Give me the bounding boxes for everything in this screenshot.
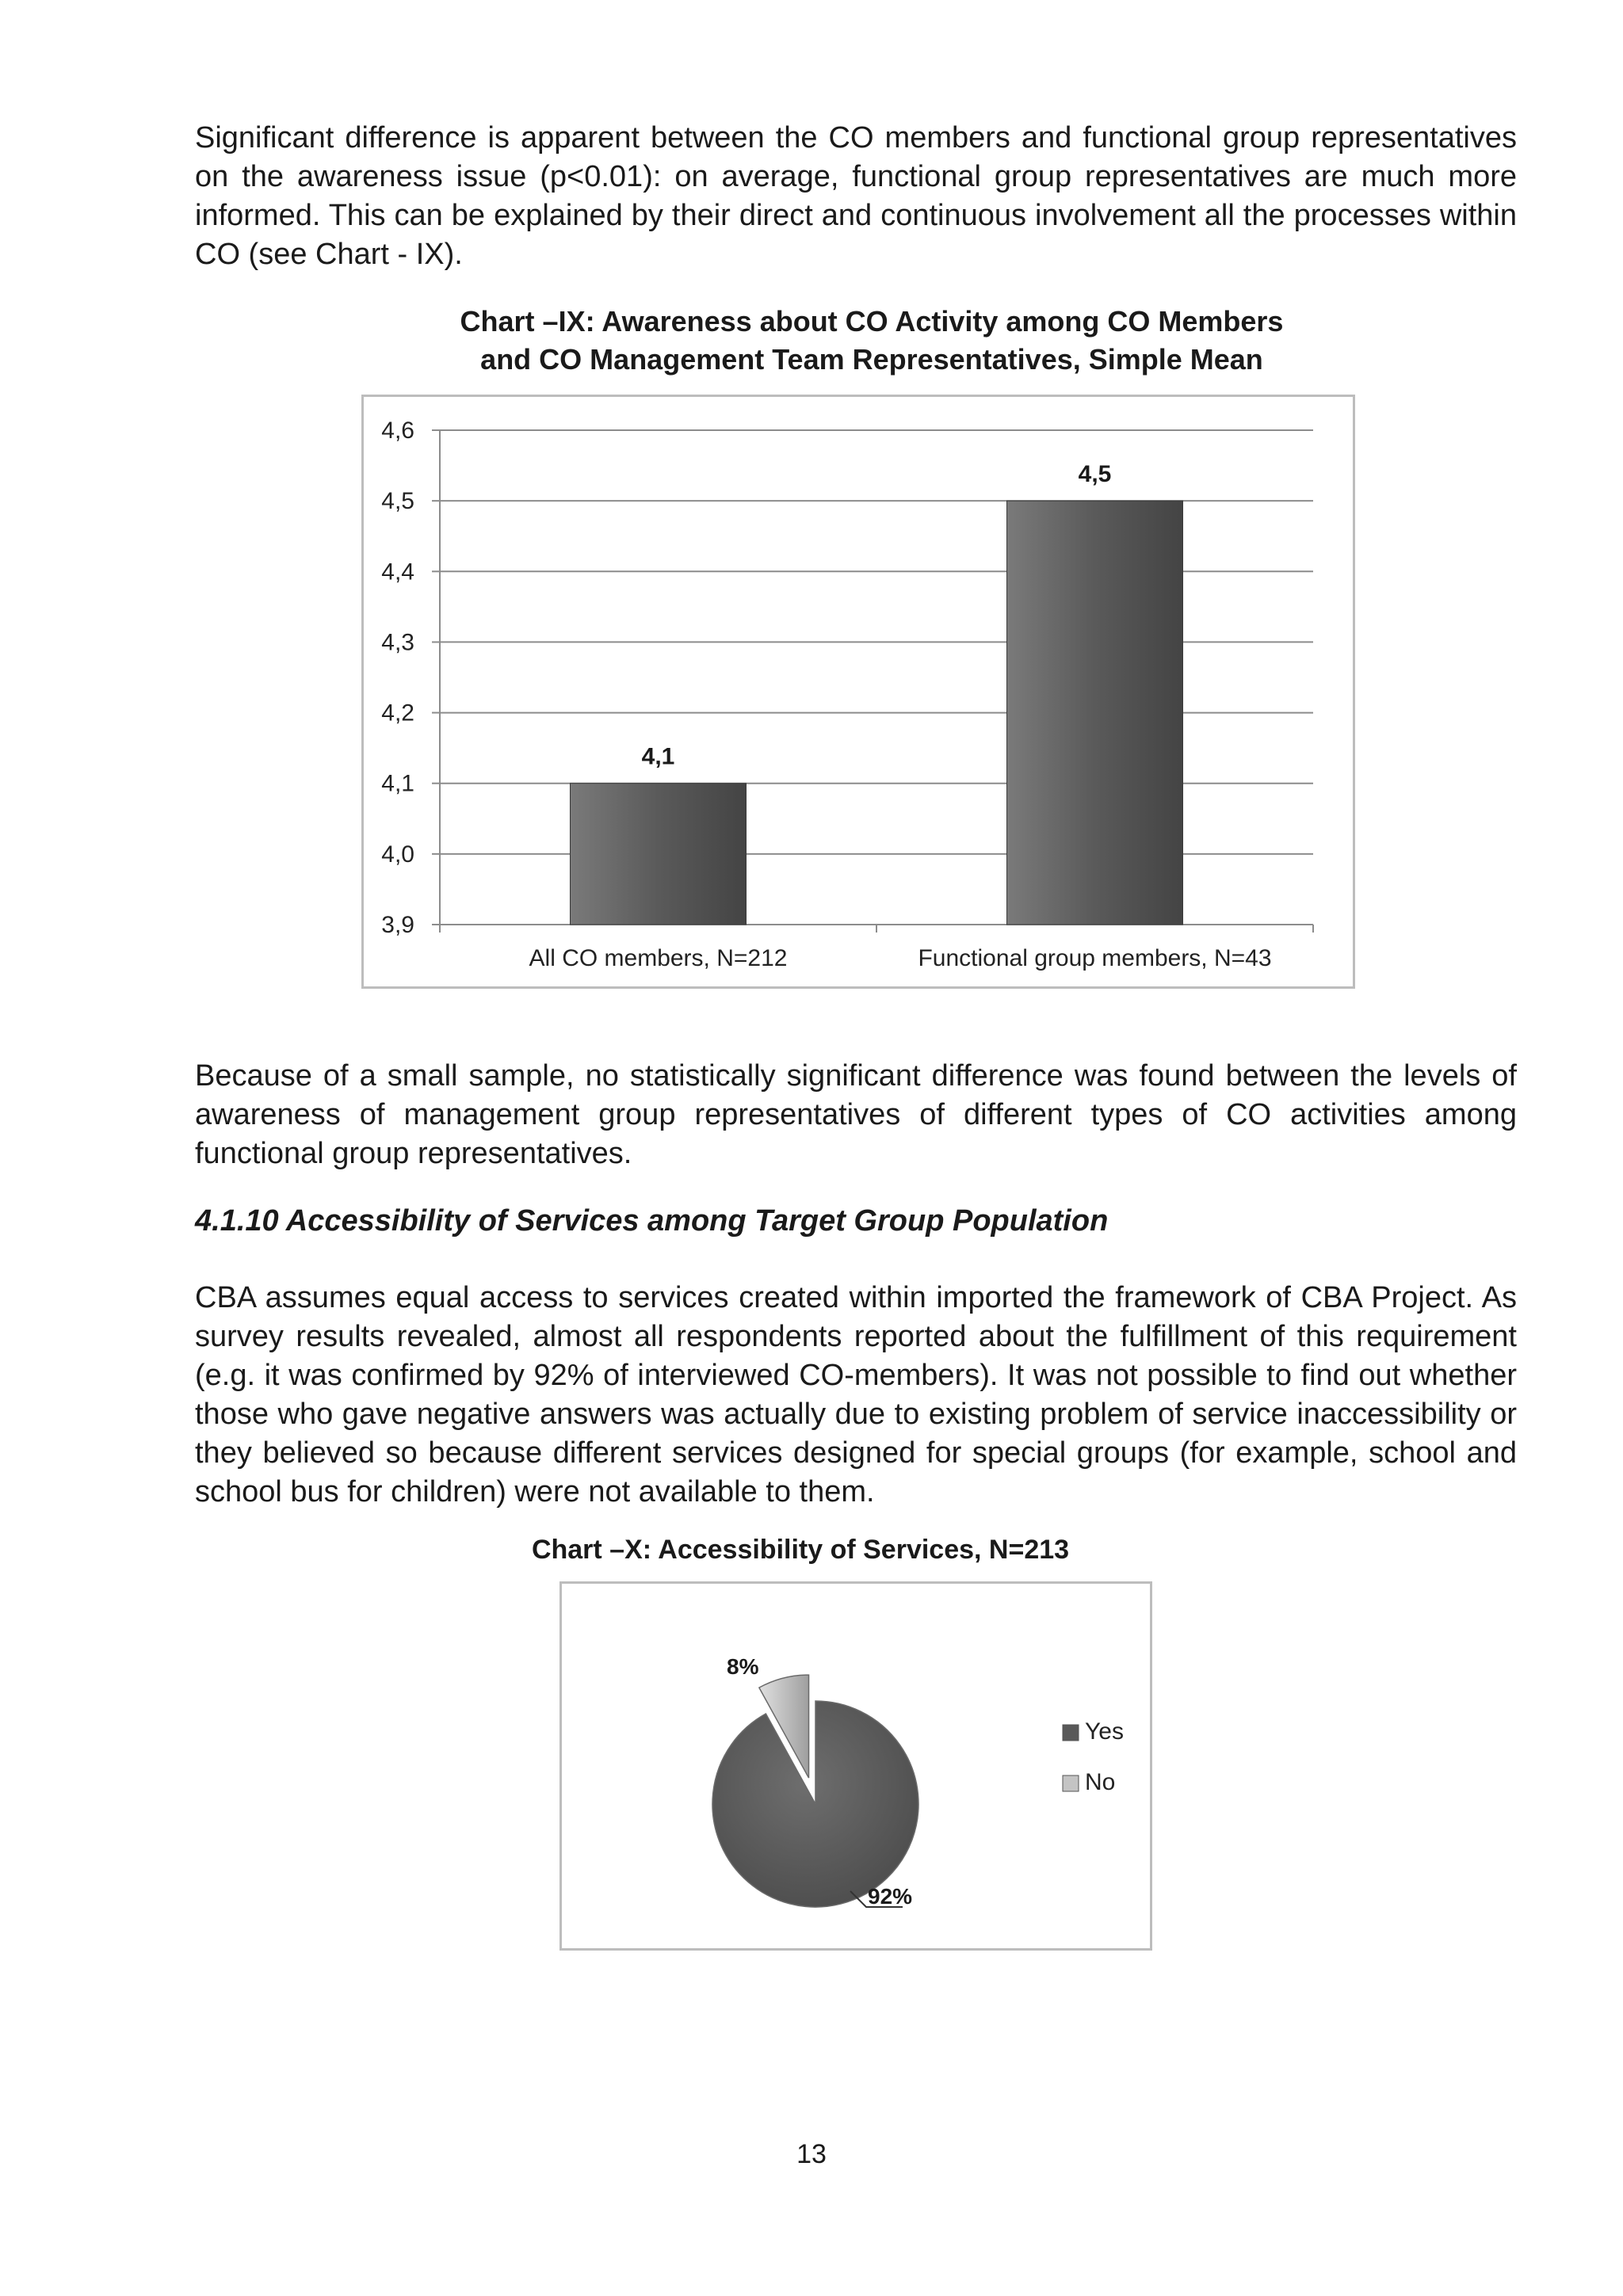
- intro-paragraph: Significant difference is apparent between the CO members and functional group representatives on the awareness issue (p<0.01): on average, functional group representatives are much more informed. This can be explained by their direct and continuous involvement all the processes within CO (see Chart - IX).: [195, 121, 1517, 271]
- y-tick-label: 4,1: [381, 770, 414, 797]
- y-tick-label: 4,4: [381, 559, 414, 585]
- y-tick-label: 4,0: [381, 841, 414, 868]
- x-category-label: Functional group members, N=43: [918, 945, 1272, 971]
- bar: [571, 784, 747, 925]
- legend-swatch: [1063, 1775, 1079, 1791]
- chart-ix-frame: [361, 395, 1355, 989]
- chart-x-frame: [559, 1581, 1152, 1951]
- chart-ix-bar-chart: [364, 397, 1353, 986]
- page-number: 13: [796, 2139, 827, 2169]
- bar: [1007, 501, 1183, 925]
- y-tick-label: 4,6: [381, 418, 414, 444]
- y-tick-label: 3,9: [381, 912, 414, 938]
- bar-value-label: 4,1: [641, 743, 675, 770]
- chart-ix-title: [365, 303, 1379, 379]
- chart-ix-title-line1: Chart –IX: Awareness about CO Activity among CO Members: [460, 305, 1284, 338]
- legend-label: Yes: [1085, 1718, 1124, 1745]
- y-tick-label: 4,3: [381, 629, 414, 656]
- legend-swatch: [1063, 1725, 1079, 1741]
- chart-ix-title-line2: and CO Management Team Representatives, Simple Mean: [480, 343, 1263, 376]
- section-heading: 4.1.10 Accessibility of Services among Target Group Population: [195, 1204, 1109, 1238]
- y-tick-label: 4,5: [381, 488, 414, 515]
- legend-label: No: [1085, 1769, 1116, 1795]
- chart-ix-paragraph: Because of a small sample, no statistically significant difference was found between the levels of awareness of management group representatives of different types of CO activities among functional group representatives.: [195, 1059, 1517, 1170]
- pie-slice-yes: [712, 1701, 918, 1907]
- bar-value-label: 4,5: [1078, 461, 1112, 488]
- pie-label-no: 8%: [727, 1654, 759, 1679]
- chart-x-pie-chart: [562, 1584, 1150, 1948]
- x-category-label: All CO members, N=212: [529, 945, 788, 971]
- chart-x-title: Chart –X: Accessibility of Services, N=213: [531, 1535, 1070, 1565]
- pie-label-yes: 92%: [868, 1884, 913, 1909]
- y-tick-label: 4,2: [381, 700, 414, 727]
- section-paragraph: CBA assumes equal access to services created within imported the framework of CBA Project. As survey results revealed, almost all respondents reported about the fulfillment of this requirement (e.g. it was confirmed by 92% of interviewed CO-members). It was not possible to find out whether those who gave negative answers was actually due to existing problem of service inaccessibility or they believed so because different services designed for special groups (for example, school and school bus for children) were not available to them.: [195, 1281, 1517, 1508]
